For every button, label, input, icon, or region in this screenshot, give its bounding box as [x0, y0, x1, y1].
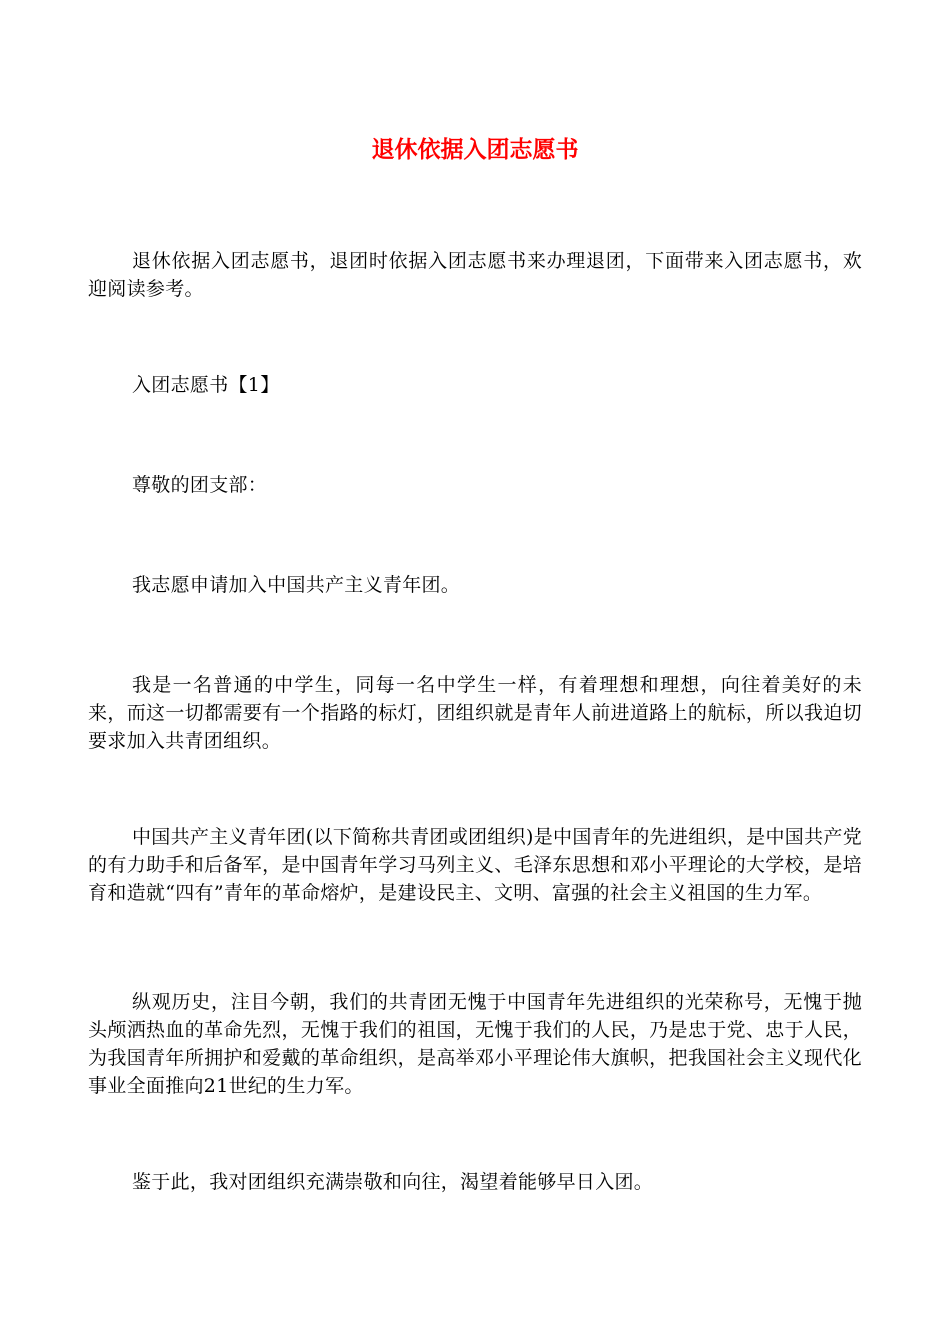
body-paragraph: 我是一名普通的中学生，同每一名中学生一样，有着理想和理想，向往着美好的未来，而这一切都需要有一个指路的标灯，团组织就是青年人前进道路上的航标，所以我迫切要求加入共青团组织。	[88, 674, 862, 752]
intro-paragraph: 退休依据入团志愿书，退团时依据入团志愿书来办理退团，下面带来入团志愿书，欢迎阅读参考。	[88, 250, 862, 300]
body-paragraph: 纵观历史，注目今朝，我们的共青团无愧于中国青年先进组织的光荣称号，无愧于抛头颅洒热血的革命先烈，无愧于我们的祖国，无愧于我们的人民，乃是忠于党、忠于人民，为我国青年所拥护和爱戴的革命组织，是高举邓小平理论伟大旗帜，把我国社会主义现代化事业全面推向21世纪的生力军。	[88, 991, 862, 1097]
document-title: 退休依据入团志愿书	[371, 137, 579, 163]
body-paragraph: 中国共产主义青年团(以下简称共青团或团组织)是中国青年的先进组织，是中国共产党的有力助手和后备军，是中国青年学习马列主义、毛泽东思想和邓小平理论的大学校，是培育和造就“四有”青年的革命熔炉，是建设民主、文明、富强的社会主义祖国的生力军。	[88, 826, 862, 904]
body-paragraph: 我志愿申请加入中国共产主义青年团。	[132, 574, 461, 596]
section-heading: 入团志愿书【1】	[132, 374, 280, 396]
salutation: 尊敬的团支部：	[132, 474, 268, 496]
body-paragraph: 鉴于此，我对团组织充满崇敬和向往，渴望着能够早日入团。	[132, 1171, 654, 1193]
